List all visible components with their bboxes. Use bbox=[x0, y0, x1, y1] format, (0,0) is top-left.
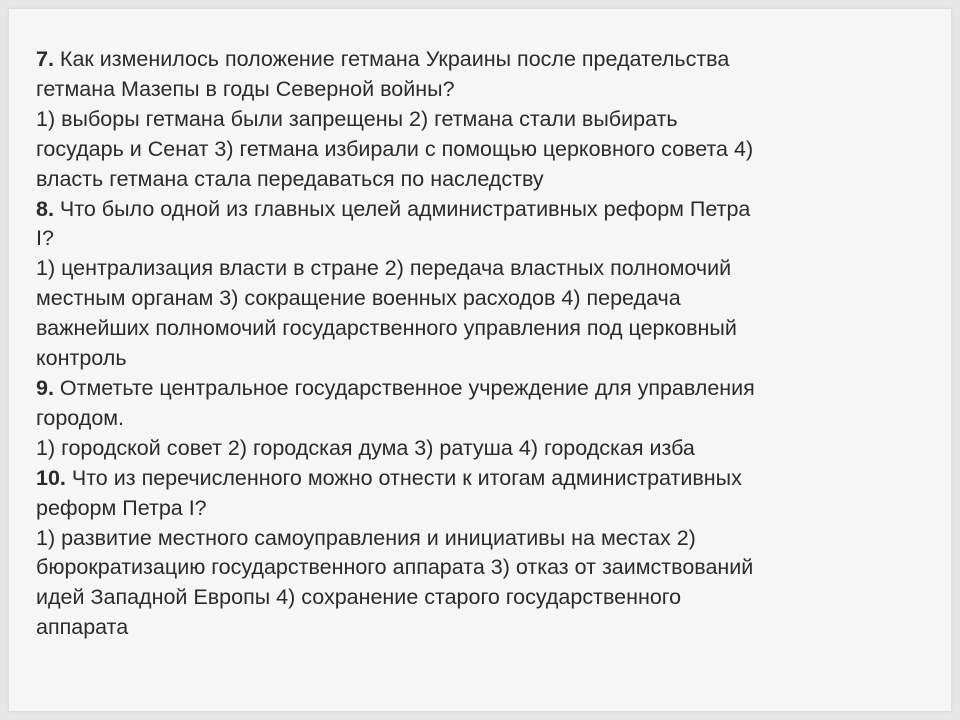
question-7-answers-line-3: власть гетмана стала передаваться по наследству bbox=[36, 166, 544, 191]
question-8-answers-line-2: местным органам 3) сокращение военных расходов 4) передача bbox=[36, 286, 681, 311]
question-9-text-line-1: Отметьте центральное государственное учреждение для управления bbox=[59, 375, 755, 400]
question-8-text-line-1: Что было одной из главных целей административных реформ Петра bbox=[59, 196, 751, 221]
question-10-text-line-2: реформ Петра I? bbox=[36, 495, 207, 520]
question-10-number: 10. bbox=[36, 465, 66, 490]
question-10-answers-line-1: 1) развитие местного самоуправления и инициативы на местах 2) bbox=[36, 525, 696, 550]
question-10-line-1 bbox=[36, 464, 940, 494]
question-8-number: 8. bbox=[36, 196, 54, 221]
question-8-answers-line-4: контроль bbox=[36, 346, 127, 371]
question-9-number: 9. bbox=[36, 375, 54, 400]
question-9-line-1 bbox=[36, 374, 940, 404]
question-10-answers-line-2: бюрократизацию государственного аппарата 3) отказ от заимствований bbox=[36, 555, 754, 580]
question-7-number: 7. bbox=[36, 47, 54, 71]
question-7-text-line-2: гетмана Мазепы в годы Северной войны? bbox=[36, 76, 455, 101]
question-9-text-line-2: городом. bbox=[36, 405, 125, 430]
question-7-text-line-1: Как изменилось положение гетмана Украины после предательства bbox=[59, 47, 730, 71]
question-7-answers-line-1: 1) выборы гетмана были запрещены 2) гетмана стали выбирать bbox=[36, 106, 678, 131]
question-9-answers-line-1: 1) городской совет 2) городская дума 3) ратуша 4) городская изба bbox=[36, 435, 695, 460]
question-8-answers-line-3: важнейших полномочий государственного управления под церковный bbox=[36, 316, 737, 341]
question-8-line-1 bbox=[36, 195, 940, 225]
question-7-answers-line-2: государь и Сенат 3) гетмана избирали с помощью церковного совета 4) bbox=[36, 136, 754, 161]
question-8-answers-line-1: 1) централизация власти в стране 2) передача властных полномочий bbox=[36, 256, 732, 281]
slide bbox=[9, 9, 951, 711]
slide-content bbox=[36, 45, 940, 643]
question-10-answers-line-3: идей Западной Европы 4) сохранение старого государственного bbox=[36, 585, 682, 610]
question-10-answers-line-4: аппарата bbox=[36, 615, 129, 640]
question-10-text-line-1: Что из перечисленного можно отнести к итогам административных bbox=[71, 465, 742, 490]
question-8-text-line-2: I? bbox=[36, 226, 54, 251]
question-7-line-1 bbox=[36, 45, 940, 75]
